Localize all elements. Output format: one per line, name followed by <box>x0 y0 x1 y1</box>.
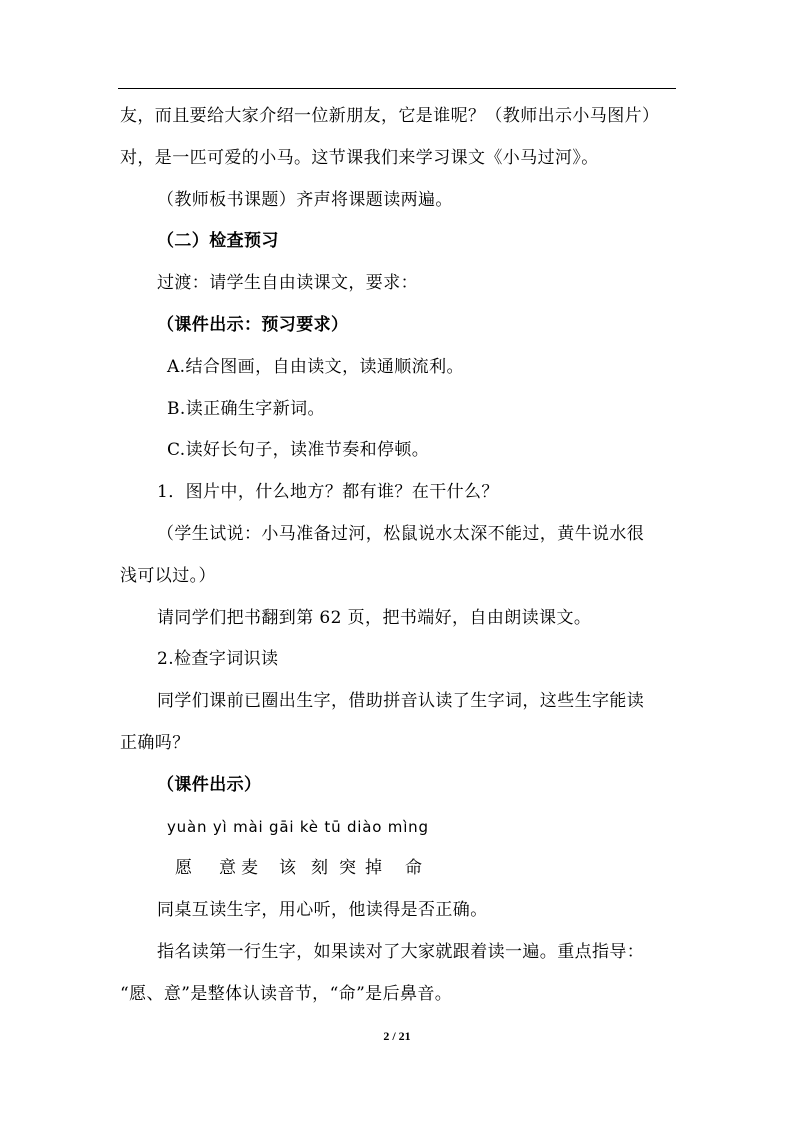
requirement-item: C.读好长句子，读准节奏和停顿。 <box>167 440 430 461</box>
character: 麦 <box>241 858 258 879</box>
paragraph-line: （学生试说：小马准备过河，松鼠说水太深不能过，黄牛说水很 <box>157 523 645 544</box>
paragraph-line: 浅可以过。） <box>120 565 216 586</box>
character: 该 <box>279 858 296 879</box>
paragraph-line: “愿、意”是整体认读音节，“命”是后鼻音。 <box>120 983 453 1004</box>
paragraph-line: 同桌互读生字，用心听，他读得是否正确。 <box>157 900 488 921</box>
character: 刻 <box>311 858 328 879</box>
character: 愿 <box>175 858 192 879</box>
section-heading: （二）检查预习 <box>157 231 279 252</box>
page-number: 2 / 21 <box>383 1029 411 1043</box>
paragraph-line: 过渡：请学生自由读课文，要求： <box>157 273 418 294</box>
characters-line <box>120 848 676 890</box>
paragraph-line: 请同学们把书翻到第 62 页，把书端好，自由朗读课文。 <box>157 607 592 628</box>
paragraph-line: 对，是一匹可爱的小马。这节课我们来学习课文《小马过河》。 <box>120 147 599 168</box>
courseware-heading: （课件出示：预习要求） <box>157 314 349 335</box>
pinyin-line: yuàn yì mài gāi kè tū diào mìng <box>167 817 429 836</box>
header-rule <box>118 88 676 89</box>
paragraph-line: 同学们课前已圈出生字，借助拼音认读了生字词，这些生字能读 <box>157 691 645 712</box>
character: 掉 <box>365 858 382 879</box>
document-body <box>120 96 676 1016</box>
requirement-item: A.结合图画，自由读文，读通顺流利。 <box>167 356 464 377</box>
character: 突 <box>339 858 356 879</box>
character: 命 <box>405 858 422 879</box>
requirement-item: B.读正确生字新词。 <box>167 398 325 419</box>
paragraph-line: 指名读第一行生字，如果读对了大家就跟着读一遍。重点指导： <box>157 941 645 962</box>
section-subheading: 2.检查字词识读 <box>157 649 279 670</box>
paragraph-line: 友，而且要给大家介绍一位新朋友，它是谁呢？（教师出示小马图片） <box>120 106 660 126</box>
courseware-heading: （课件出示） <box>157 774 262 795</box>
character: 意 <box>219 858 236 879</box>
paragraph-line: 正确吗？ <box>120 732 190 753</box>
question-line: 1．图片中，什么地方？都有谁？在干什么？ <box>157 482 499 503</box>
paragraph-line: （教师板书课题）齐声将课题读两遍。 <box>157 189 453 210</box>
